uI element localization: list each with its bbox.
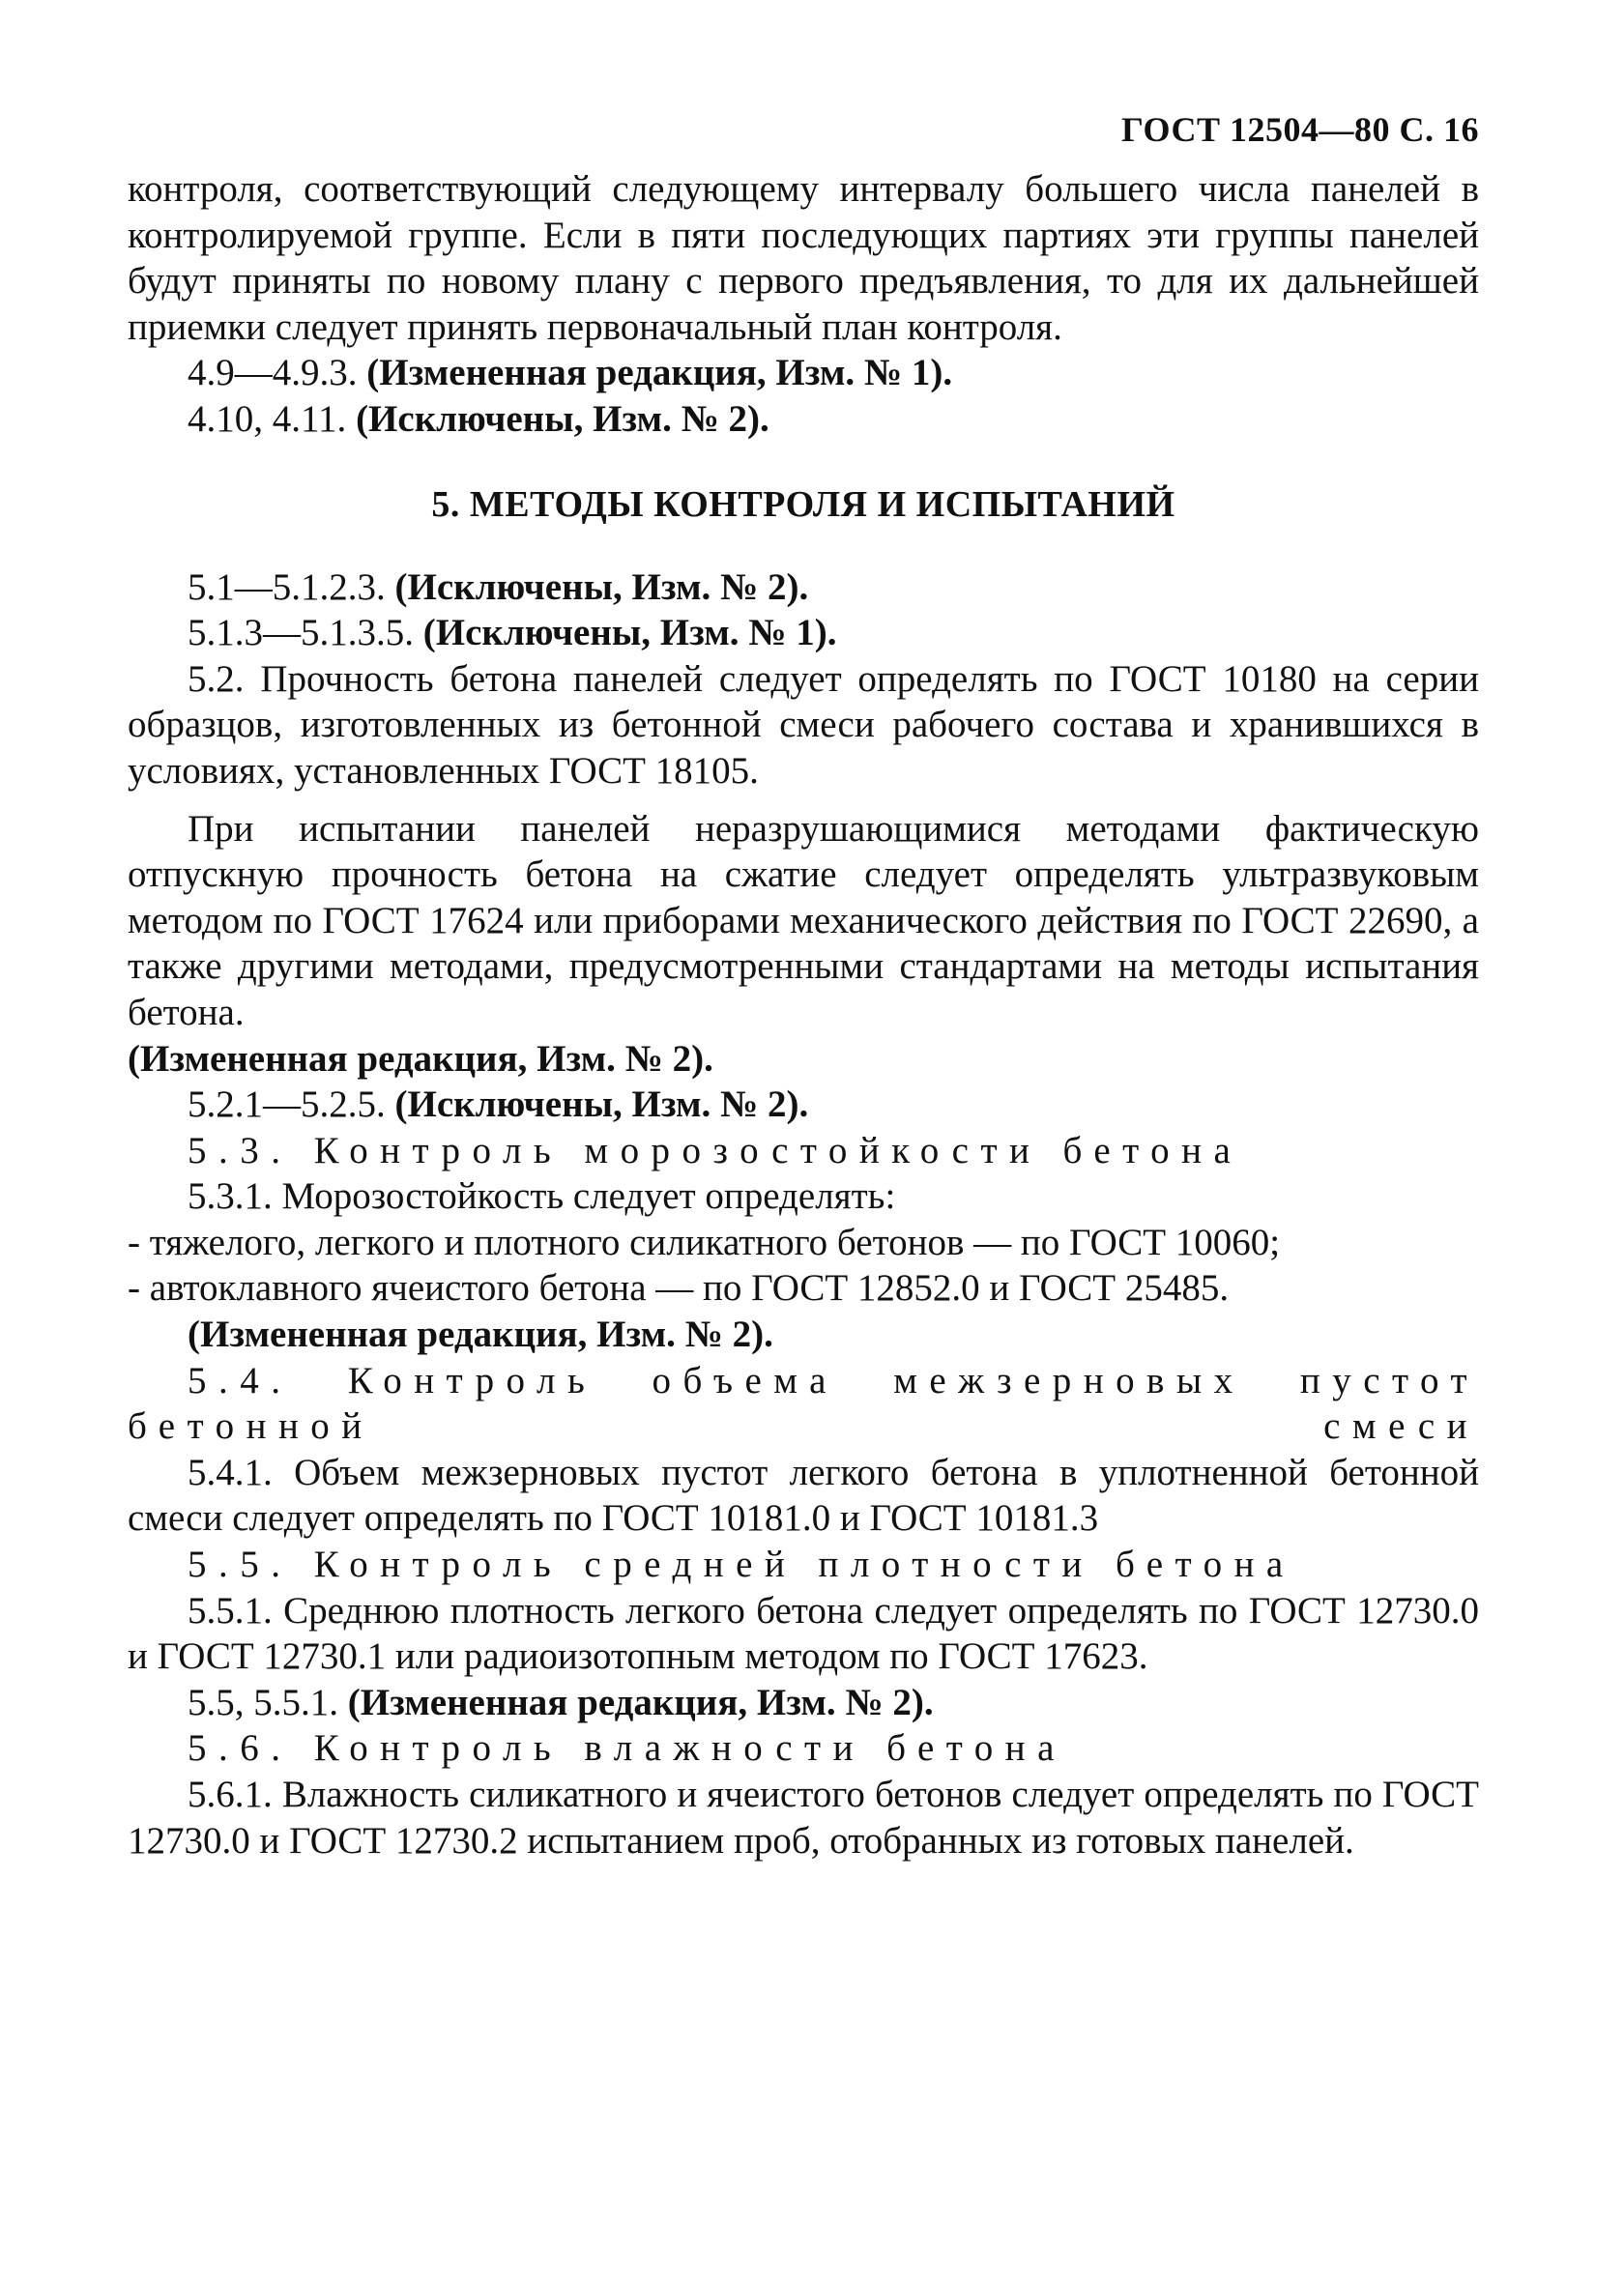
list-item-autoclave-concrete: - автоклавного ячеистого бетона — по ГОСТ 12852.0 и ГОСТ 25485. xyxy=(128,1267,1230,1310)
amendment-note-5-3 xyxy=(128,1312,1479,1358)
clause-5-5-1: 5.5.1. Среднюю плотность легкого бетона следует определять по ГОСТ 12730.0 и ГОСТ 12730.1 или радиоизотопным методом по ГОСТ 17623. xyxy=(128,1589,1479,1678)
clause-number: 4.10, 4.11. xyxy=(188,397,347,440)
clause-5-4-1: 5.4.1. Объем межзерновых пустот легкого бетона в уплотненной бетонной смеси следует определять по ГОСТ 10181.0 и ГОСТ 10181.3 xyxy=(128,1451,1479,1540)
document-body xyxy=(128,166,1479,1864)
amendment-note: (Измененная редакция, Изм. № 2). xyxy=(188,1314,773,1356)
clause-number: 4.9—4.9.3. xyxy=(188,352,358,394)
amendment-note-5-2 xyxy=(128,1036,1479,1083)
amendment-5-2-1 xyxy=(128,1082,1479,1128)
amendment-4-9 xyxy=(128,350,1479,396)
amendment-note: (Измененная редакция, Изм. № 2). xyxy=(128,1037,713,1080)
page-header: ГОСТ 12504—80 С. 16 xyxy=(1121,110,1479,149)
amendment-note: (Измененная редакция, Изм. № 2). xyxy=(347,1681,934,1723)
amendment-5-5 xyxy=(128,1680,1479,1726)
amendment-note: (Исключены, Изм. № 2). xyxy=(394,565,809,608)
list-item-heavy-concrete: - тяжелого, легкого и плотного силикатного бетонов — по ГОСТ 10060; xyxy=(128,1221,1281,1263)
paragraph-control-plan: контроля, соответствующий следующему интервалу большего числа панелей в контролируемой группе. Если в пяти последующих партиях эти группы панелей будут приняты по новому плану с первого предъявления, то для их дальнейшей приемки следует принять первоначальный план контроля. xyxy=(128,168,1479,348)
clause-5-6-title: 5.6. Контроль влажности бетона xyxy=(188,1727,1066,1770)
amendment-note: (Исключены, Изм. № 1). xyxy=(422,612,837,654)
amendment-5-1-3 xyxy=(128,610,1479,656)
clause-number: 5.1.3—5.1.3.5. xyxy=(188,612,414,654)
clause-number: 5.1—5.1.2.3. xyxy=(188,565,386,608)
clause-5-6-1: 5.6.1. Влажность силикатного и ячеистого бетонов следует определять по ГОСТ 12730.0 и ГОСТ 12730.2 испытанием проб, отобранных из готовых панелей. xyxy=(128,1774,1479,1862)
clause-5-2: 5.2. Прочность бетона панелей следует определять по ГОСТ 10180 на серии образцов, изготовленных из бетонной смеси рабочего состава и хранившихся в условиях, установленных ГОСТ 18105. xyxy=(128,657,1479,792)
clause-5-3-title: 5.3. Контроль морозостойкости бетона xyxy=(188,1129,1243,1171)
clause-5-3-1: 5.3.1. Морозостойкость следует определять: xyxy=(188,1175,896,1218)
section-heading: 5. МЕТОДЫ КОНТРОЛЯ И ИСПЫТАНИЙ xyxy=(431,483,1175,525)
paragraph-nondestructive: При испытании панелей неразрушающимися методами фактическую отпускную прочность бетона на сжатие следует определять ультразвуковым методом по ГОСТ 17624 или приборами механического действия по ГОСТ 22690, а также другими методами, предусмотренными стандартами на методы испытания бетона. xyxy=(128,807,1479,1033)
clause-number: 5.5, 5.5.1. xyxy=(188,1681,338,1723)
amendment-note: (Исключены, Изм. № 2). xyxy=(394,1084,809,1126)
amendment-note: (Исключены, Изм. № 2). xyxy=(356,397,769,440)
amendment-note: (Измененная редакция, Изм. № 1). xyxy=(366,352,953,394)
clause-number: 5.2.1—5.2.5. xyxy=(188,1084,386,1126)
amendment-5-1 xyxy=(128,564,1479,611)
clause-5-4-title: 5.4. Контроль объема межзерновых пустот бетонной смеси xyxy=(128,1359,1479,1448)
clause-5-5-title: 5.5. Контроль средней плотности бетона xyxy=(188,1544,1295,1586)
amendment-4-10 xyxy=(128,396,1479,443)
